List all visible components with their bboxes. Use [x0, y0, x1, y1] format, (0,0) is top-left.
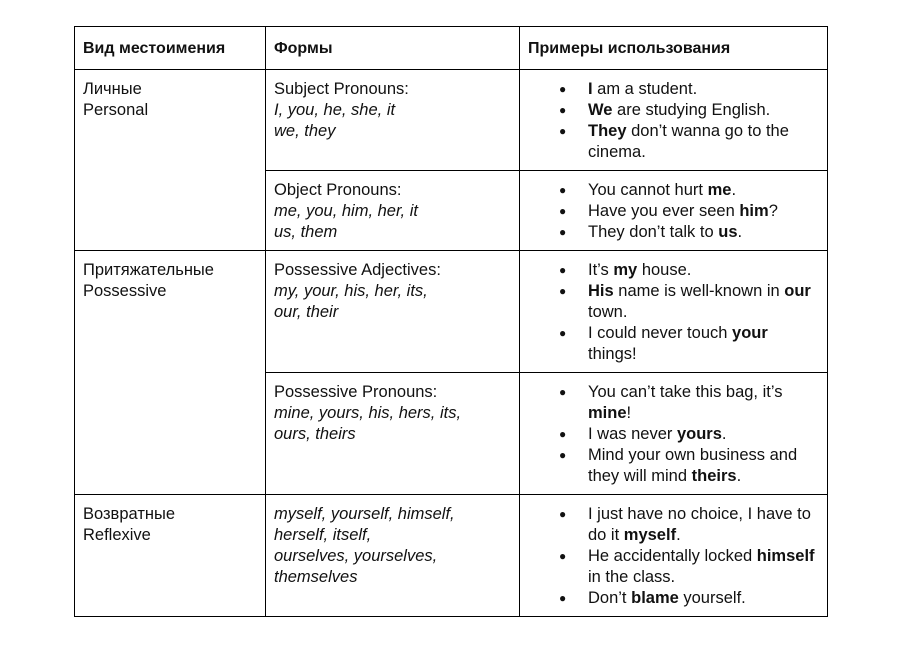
example-item — [528, 222, 819, 243]
example-text: I just have no choice, I have to do it — [588, 505, 811, 544]
examples-list — [528, 79, 819, 163]
example-pronoun: theirs — [691, 467, 737, 485]
forms-cell — [266, 70, 520, 171]
example-text: . — [676, 526, 681, 544]
type-name-en: Personal — [83, 101, 149, 119]
example-item — [528, 201, 819, 222]
form-line: my, your, his, her, its, — [274, 282, 428, 300]
example-text: ? — [768, 202, 778, 220]
examples-cell — [520, 251, 828, 373]
example-pronoun: yours — [676, 425, 722, 443]
example-pronoun: him — [739, 202, 769, 220]
example-text: am a student. — [592, 80, 698, 98]
examples-cell — [520, 70, 828, 171]
example-text: Mind your own business and they will mind — [588, 446, 798, 485]
example-pronoun: I — [588, 80, 593, 98]
example-item — [528, 546, 819, 588]
form-title: Possessive Pronouns: — [274, 383, 438, 401]
example-text: don’t wanna go to the cinema. — [588, 122, 789, 161]
example-text: . — [721, 425, 727, 443]
type-cell-personal — [75, 70, 266, 251]
examples-list — [528, 504, 819, 609]
example-item — [528, 121, 819, 163]
type-name-ru: Личные — [83, 80, 142, 98]
type-name-en: Reflexive — [83, 526, 151, 544]
example-text: things! — [588, 345, 637, 363]
example-text: I was never — [588, 425, 677, 443]
form-line: ourselves, yourselves, — [274, 547, 438, 565]
example-pronoun: His — [588, 282, 614, 300]
example-pronoun: our — [784, 282, 811, 300]
example-text: . — [736, 467, 742, 485]
form-title: Subject Pronouns: — [274, 80, 409, 98]
form-line: themselves — [274, 568, 358, 586]
form-line: mine, yours, his, hers, its, — [274, 404, 462, 422]
header-type: Вид местоимения — [75, 27, 266, 70]
example-text: town. — [588, 303, 628, 321]
example-text: They don’t talk to — [588, 223, 719, 241]
example-text: in the class. — [588, 568, 676, 586]
example-text: You can’t take this bag, it’s — [588, 383, 783, 401]
example-pronoun: my — [613, 261, 638, 279]
type-name-ru: Возвратные — [83, 505, 176, 523]
example-item — [528, 504, 819, 546]
examples-cell — [520, 171, 828, 251]
type-cell-reflexive — [75, 495, 266, 617]
table-row — [75, 251, 828, 373]
example-text: name is well-known in — [613, 282, 785, 300]
type-name-en: Possessive — [83, 282, 167, 300]
example-item — [528, 588, 819, 609]
example-text: I could never touch — [588, 324, 733, 342]
table-row — [75, 495, 828, 617]
example-pronoun: They — [588, 122, 627, 140]
examples-list — [528, 382, 819, 487]
example-item — [528, 260, 819, 281]
example-item — [528, 281, 819, 323]
example-text: house. — [637, 261, 692, 279]
table-row — [75, 70, 828, 171]
header-row — [75, 27, 828, 70]
type-name-ru: Притяжательные — [83, 261, 214, 279]
pronouns-table — [74, 26, 828, 617]
form-line: our, their — [274, 303, 339, 321]
form-line: we, they — [274, 122, 336, 140]
form-line: myself, yourself, himself, — [274, 505, 455, 523]
example-pronoun: us — [718, 223, 738, 241]
forms-cell — [266, 251, 520, 373]
header-forms: Формы — [266, 27, 520, 70]
example-text: . — [731, 181, 737, 199]
example-pronoun: We — [588, 101, 613, 119]
example-item — [528, 424, 819, 445]
example-pronoun: your — [732, 324, 768, 342]
form-title: Object Pronouns: — [274, 181, 402, 199]
example-text: ! — [626, 404, 632, 422]
example-text: You cannot hurt — [588, 181, 708, 199]
form-line: me, you, him, her, it — [274, 202, 418, 220]
example-text: He accidentally locked — [588, 547, 757, 565]
example-text: It’s — [588, 261, 614, 279]
example-item — [528, 445, 819, 487]
forms-cell — [266, 495, 520, 617]
example-item — [528, 180, 819, 201]
example-text: Don’t — [588, 589, 632, 607]
examples-list — [528, 260, 819, 365]
example-text: are studying English. — [612, 101, 771, 119]
type-cell-possessive — [75, 251, 266, 495]
form-line: ours, theirs — [274, 425, 356, 443]
header-examples: Примеры использования — [520, 27, 828, 70]
example-item — [528, 100, 819, 121]
examples-list — [528, 180, 819, 243]
example-text: . — [737, 223, 743, 241]
forms-cell — [266, 171, 520, 251]
form-line: us, them — [274, 223, 338, 241]
example-pronoun: mine — [588, 404, 627, 422]
example-pronoun: me — [707, 181, 732, 199]
examples-cell — [520, 495, 828, 617]
example-item — [528, 79, 819, 100]
example-pronoun: myself — [623, 526, 677, 544]
forms-cell — [266, 373, 520, 495]
example-item — [528, 323, 819, 365]
example-pronoun: blame — [631, 589, 679, 607]
example-pronoun: himself — [756, 547, 815, 565]
form-line: I, you, he, she, it — [274, 101, 396, 119]
form-title: Possessive Adjectives: — [274, 261, 441, 279]
example-item — [528, 382, 819, 424]
examples-cell — [520, 373, 828, 495]
example-text: Have you ever seen — [588, 202, 740, 220]
form-line: herself, itself, — [274, 526, 372, 544]
example-text: yourself. — [678, 589, 746, 607]
